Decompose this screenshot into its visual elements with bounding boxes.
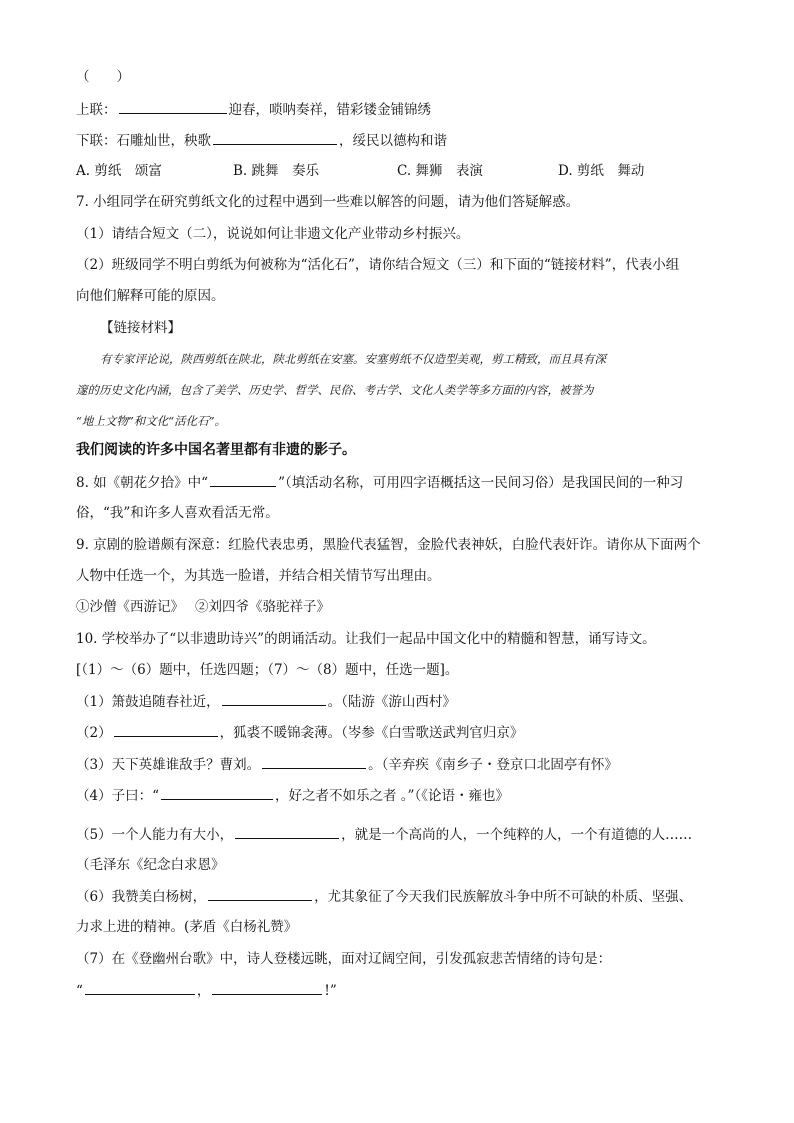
- q7-sub2-line2: 向他们解释可能的原因。: [76, 288, 225, 304]
- q10-s2: [76, 723, 523, 742]
- link-material-line2: 邃的历史文化内涵，包含了美学、历史学、哲学、民俗、考古学、文化人类学等多方面的内容，被誉为: [76, 383, 594, 397]
- link-material-line3: “地上文物”和文化“活化石”。: [76, 414, 227, 428]
- q10-s3-blank[interactable]: [262, 755, 366, 769]
- q6-upper-prefix: 上联：: [76, 102, 117, 118]
- q8-prefix: 8. 如《朝花夕拾》中“: [76, 475, 209, 491]
- q10-s4-blank[interactable]: [161, 786, 273, 800]
- q10-s5: [76, 825, 692, 844]
- q10-s3-suffix: 。（辛弃疾《南乡子・登京口北固亭有怀》: [368, 757, 618, 773]
- q7-stem: 7. 小组同学在研究剪纸文化的过程中遇到一些难以解答的问题，请为他们答疑解惑。: [76, 194, 580, 210]
- q8-blank[interactable]: [210, 473, 276, 487]
- q10-s2-suffix: ，狐裘不暖锦衾薄。（岑参《白雪歌送武判官归京》: [219, 725, 524, 741]
- q6-lower-prefix: 下联：石雕灿世，秧歌: [76, 133, 211, 149]
- q8-line1: [76, 473, 683, 492]
- q10-s7-line1: （7）在《登幽州台歌》中，诗人登楼远眺，面对辽阔空间，引发孤寂悲苦情绪的诗句是：: [76, 951, 612, 967]
- q10-s6-line2: 力求上进的精神。(茅盾《白杨礼赞》: [76, 919, 298, 935]
- q10-s6: [76, 887, 692, 906]
- q10-s4-suffix: ，好之者不如乐之者 。”（《论语・雍也》: [275, 788, 509, 804]
- q6-option-d[interactable]: D. 剪纸 舞动: [558, 163, 645, 179]
- q10-s5-blank[interactable]: [235, 825, 339, 839]
- q10-s1-blank[interactable]: [222, 692, 326, 706]
- q8-line2: 俗，“我”和许多人喜欢看活无常。: [76, 505, 279, 521]
- q8-suffix: ”（填活动名称，可用四字语概括这一民间习俗）是我国民间的一种习: [278, 475, 684, 491]
- q10-s3-prefix: （3）天下英雄谁敌手？曹刘。: [76, 757, 261, 773]
- q10-s2-blank[interactable]: [114, 723, 218, 737]
- q10-s7-close-quote: !”: [324, 983, 337, 999]
- q9-line1: 9. 京剧的脸谱颇有深意：红脸代表忠勇，黑脸代表猛智，金脸代表神妖，白脸代表奸诈。请你从下面两个: [76, 537, 701, 553]
- q10-s1: [76, 692, 456, 711]
- q10-s5-line2: （毛泽东《纪念白求恩》: [76, 857, 225, 873]
- link-material-line1: 有专家评论说，陕西剪纸在陕北，陕北剪纸在安塞。安塞剪纸不仅造型美观，剪工精致，而且具有深: [100, 352, 606, 366]
- q9-choices: ①沙僧《西游记》 ②刘四爷《骆驼祥子》: [76, 599, 331, 615]
- q6-option-b[interactable]: B. 跳舞 奏乐: [233, 163, 320, 179]
- q6-upper-blank[interactable]: [119, 100, 227, 114]
- q10-instruction: [（1）～（6）题中，任选四题；（7）～（8）题中，任选一题]。: [76, 662, 459, 678]
- q10-s2-prefix: （2）: [76, 725, 112, 741]
- q6-paren: （ ）: [76, 69, 130, 85]
- q10-s6-suffix: ，尤其象征了今天我们民族解放斗争中所不可缺的朴质、坚强、: [314, 889, 693, 905]
- q10-s7-comma: ，: [196, 983, 211, 999]
- q6-upper-suffix: 迎春，唢呐奏祥，错彩镂金铺锦绣: [228, 102, 431, 118]
- q6-option-c[interactable]: C. 舞狮 表演: [397, 163, 483, 179]
- q10-s6-prefix: （6）我赞美白杨树，: [76, 889, 207, 905]
- q7-sub2-line1: （2）班级同学不明白剪纸为何被称为“活化石”，请你结合短文（三）和下面的“链接材料”，代表小组: [76, 257, 680, 273]
- q10-s7-blank-1[interactable]: [85, 981, 195, 995]
- q10-s5-prefix: （5）一个人能力有大小，: [76, 827, 234, 843]
- q6-option-a[interactable]: A. 剪纸 颂富: [76, 163, 162, 179]
- q10-s4: [76, 786, 509, 805]
- section-heading: 我们阅读的许多中国名著里都有非遗的影子。: [76, 442, 356, 458]
- q10-s7-open-quote: “: [76, 983, 83, 999]
- q10-s3: [76, 755, 618, 774]
- q6-lower-suffix: ，绥民以德构和谐: [339, 133, 447, 149]
- q10-s7-blank-2[interactable]: [212, 981, 322, 995]
- link-material-title: 【链接材料】: [100, 320, 181, 336]
- q10-stem: 10. 学校举办了“以非遗助诗兴”的朗诵活动。让我们一起品中国文化中的精髓和智慧，诵写诗文。: [76, 631, 656, 647]
- q9-line2: 人物中任选一个，为其选一脸谱，并结合相关情节写出理由。: [76, 568, 441, 584]
- q10-s5-suffix: ，就是一个高尚的人，一个纯粹的人，一个有道德的人……: [341, 827, 693, 843]
- q10-s1-suffix: 。（陆游《游山西村》: [327, 694, 456, 710]
- q7-sub1: （1）请结合短文（二），说说如何让非遗文化产业带动乡村振兴。: [76, 226, 470, 242]
- q10-s7-line2: [76, 981, 337, 1000]
- q10-s4-prefix: （4）子曰：“: [76, 788, 159, 804]
- q6-lower-couplet: [76, 131, 447, 150]
- q6-lower-blank[interactable]: [213, 131, 337, 145]
- q6-upper-couplet: [76, 100, 431, 119]
- q10-s6-blank[interactable]: [208, 887, 312, 901]
- q10-s1-prefix: （1）箫鼓追随春社近，: [76, 694, 220, 710]
